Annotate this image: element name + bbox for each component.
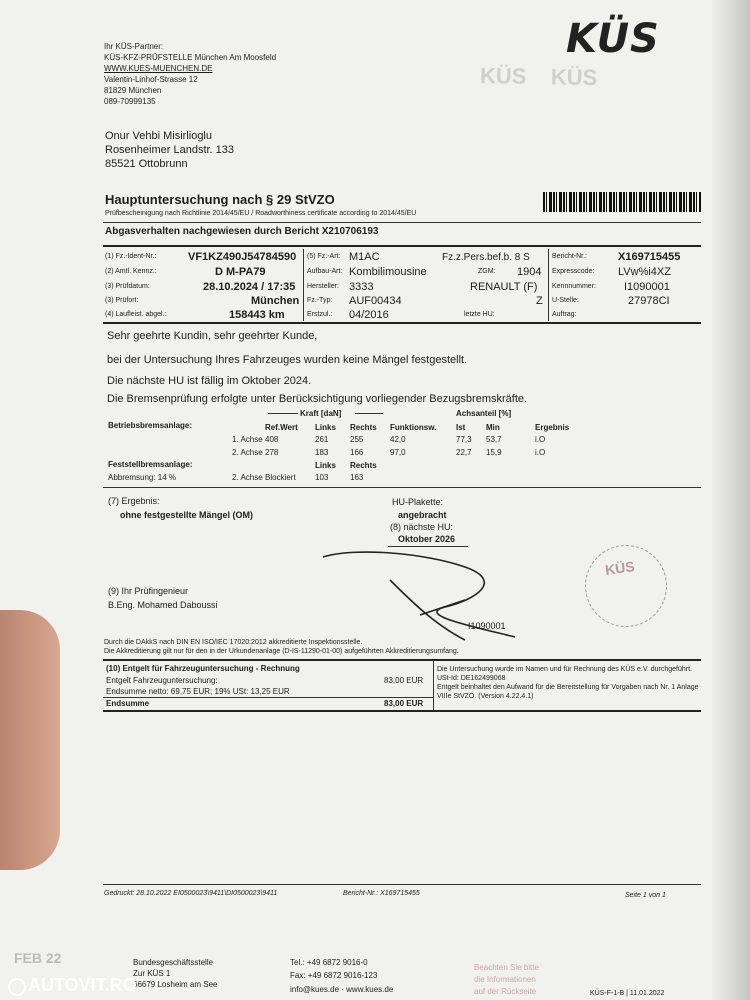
links-cell: 261: [315, 435, 329, 444]
field-label: letzte HU:: [464, 311, 495, 318]
divider: [103, 710, 701, 712]
ref-cell: 278: [265, 448, 279, 457]
next-hu-label: (8) nächste HU:: [390, 522, 454, 532]
col-ergebnis: Ergebnis: [535, 423, 570, 432]
field-label: (3) Prüfort:: [105, 297, 139, 304]
axle-label: 2. Achse: [232, 448, 263, 457]
divider: [103, 659, 701, 661]
date-value: 28.10.2024 / 17:35: [203, 281, 296, 293]
inspector-name: B.Eng. Mohamed Daboussi: [108, 600, 218, 610]
betrieb-heading: Betriebsbremsanlage:: [108, 421, 193, 430]
partner-city: 81829 München: [104, 86, 162, 95]
fest-col-rechts: Rechts: [350, 461, 377, 470]
inspector-id: I1090001: [468, 621, 506, 631]
result-cell: i.O: [535, 448, 546, 457]
z-value: Z: [536, 295, 543, 307]
abgas-line: Abgasverhalten nachgewiesen durch Bericht X210706193: [105, 226, 379, 237]
footer-office: 66679 Losheim am See: [133, 980, 218, 989]
grid-divider: [548, 249, 549, 321]
passenger-class: Fz.z.Pers.bef.b. 8 S: [442, 252, 530, 263]
paragraph-no-defects: bei der Untersuchung Ihres Fahrzeuges wurden keine Mängel festgestellt.: [107, 354, 468, 366]
plakette-value: angebracht: [398, 510, 447, 520]
vin-value: VF1KZ490J54784590: [188, 251, 297, 263]
invoice-amount: 83,00 EUR: [384, 676, 424, 685]
ist-cell: 77,3: [456, 435, 472, 444]
divider: [103, 487, 701, 488]
body-type-value: Kombilimousine: [349, 266, 427, 278]
invoice-total-label: Endsumme: [106, 699, 150, 708]
first-reg-value: 04/2016: [349, 309, 389, 321]
field-label: Expresscode:: [552, 268, 595, 275]
kraft-heading: Kraft [daN]: [300, 409, 342, 418]
invoice-note: VIIIe StVZO. (Version 4.22.4.1): [437, 693, 534, 700]
partner-phone: 089-70999135: [104, 97, 156, 106]
invoice-total-value: 83,00 EUR: [384, 699, 424, 708]
footer-report: Bericht-Nr.: X169715455: [343, 890, 420, 897]
col-rechts: Rechts: [350, 423, 377, 432]
divider: [103, 222, 701, 223]
result-cell: i.O: [535, 435, 546, 444]
kennnummer-value: I1090001: [624, 281, 670, 293]
signature-drawing: [315, 545, 535, 645]
manufacturer-value: 3333: [349, 281, 374, 293]
invoice-title: (10) Entgelt für Fahrzeuguntersuchung - Rechnung: [106, 664, 300, 673]
links-cell: 103: [315, 473, 329, 482]
hand-holding-page: [0, 610, 60, 870]
page-count: Seite 1 von 1: [625, 892, 666, 899]
grid-divider: [303, 249, 304, 321]
vehicle-type-value: M1AC: [349, 251, 380, 263]
fest-col-links: Links: [315, 461, 336, 470]
field-label: Auftrag:: [552, 311, 577, 318]
footer-tel: Tel.: +49 6872 9016-0: [290, 958, 368, 967]
watermark: AUTOVIT.RO: [28, 975, 137, 995]
greeting: Sehr geehrte Kundin, sehr geehrter Kunde,: [107, 330, 318, 342]
footer-note: Beachten Sie bitte: [474, 963, 539, 972]
partner-street: Valentin-Linhof-Strasse 12: [104, 75, 198, 84]
result-value: ohne festgestellte Mängel (OM): [120, 510, 254, 520]
field-label: Aufbau-Art:: [307, 268, 343, 275]
field-label: Fz.-Typ:: [307, 297, 333, 304]
divider: [103, 245, 701, 247]
col-ref: Ref.Wert: [265, 423, 298, 432]
form-number: KÜS-F-1-B | 11.01.2022: [590, 990, 665, 997]
divider: [103, 697, 433, 698]
axle-label: 1. Achse: [232, 435, 263, 444]
divider: [103, 884, 701, 885]
autovit-logo-icon: [8, 978, 26, 996]
printed-info: Gedruckt: 28.10.2022 EI0500023\9411\DI0500023\9411: [104, 890, 278, 897]
rechts-cell: 163: [350, 473, 364, 482]
document-title: Hauptuntersuchung nach § 29 StVZO: [105, 192, 335, 207]
plakette-label: HU-Plakette:: [392, 497, 444, 507]
fest-heading: Feststellbremsanlage:: [108, 460, 193, 469]
document-subtitle: Prüfbescheinigung nach Richtlinie 2014/45/EU / Roadworthiness certificate according to 2014/45/EU: [105, 210, 417, 217]
field-label: (1) Fz.-Ident-Nr.:: [105, 253, 157, 260]
footer-office: Bundesgeschäftsstelle: [133, 958, 214, 967]
field-label: (4) Laufleist. abgel.:: [105, 311, 167, 318]
official-stamp: [585, 545, 667, 627]
ustelle-value: 27978CI: [628, 295, 670, 307]
rechts-cell: 166: [350, 448, 364, 457]
kues-logo: KÜS: [566, 16, 660, 62]
invoice-line: Entgelt Fahrzeuguntersuchung:: [106, 676, 218, 685]
field-label: Kennnummer:: [552, 283, 596, 290]
col-min: Min: [486, 423, 500, 432]
min-cell: 15,9: [486, 448, 502, 457]
axle-label: 2. Achse: [232, 473, 263, 482]
model-type-value: AUF00434: [349, 295, 402, 307]
place-value: München: [251, 295, 300, 307]
mileage-value: 158443 km: [229, 309, 285, 321]
recipient-name: Onur Vehbi Misirlioglu: [105, 130, 212, 142]
field-label: Erstzul.:: [307, 311, 333, 318]
partner-name: KÜS-KFZ-PRÜFSTELLE München Am Moosfeld: [104, 53, 277, 62]
field-label: U-Stelle:: [552, 297, 579, 304]
invoice-note: Entgelt beinhaltet den Aufwand für die Bereitstellung für Vorgaben nach Nr. 1 Anlage: [437, 684, 699, 691]
footer-note: die Informationen: [474, 975, 536, 984]
field-label: Hersteller:: [307, 283, 339, 290]
accreditation-line1: Durch die DAkkS nach DIN EN ISO/IEC 17020:2012 akkreditierte Inspektionsstelle.: [104, 639, 363, 646]
field-label: ZGM:: [478, 268, 496, 275]
ghost-show-through: KÜS KÜS: [479, 62, 598, 91]
field-label: (5) Fz.-Art:: [307, 253, 341, 260]
make-value: RENAULT (F): [470, 281, 538, 293]
funk-cell: 97,0: [390, 448, 406, 457]
rechts-cell: 255: [350, 435, 364, 444]
stamp-text: KÜS: [604, 558, 636, 578]
ref-cell: 408: [265, 435, 279, 444]
col-ist: Ist: [456, 423, 466, 432]
kraft-rule: [355, 413, 383, 414]
feb-mark: FEB 22: [14, 950, 62, 966]
recipient-street: Rosenheimer Landstr. 133: [105, 144, 235, 156]
footer-note: auf der Rückseite: [474, 987, 537, 996]
links-cell: 183: [315, 448, 329, 457]
grid-divider: [433, 661, 434, 711]
plate-value: D M-PA79: [215, 266, 266, 278]
abbremsung: Abbremsung: 14 %: [108, 473, 177, 482]
report-number-value: X169715455: [618, 251, 681, 263]
invoice-net: Endsumme netto: 69,75 EUR; 19% USt: 13,25 EUR: [106, 687, 290, 696]
footer-mail: info@kues.de · www.kues.de: [290, 985, 394, 994]
col-funk: Funktionsw.: [390, 423, 437, 432]
min-cell: 53,7: [486, 435, 502, 444]
expresscode-value: LVw%i4XZ: [618, 266, 671, 278]
recipient-city: 85521 Ottobrunn: [105, 158, 188, 170]
invoice-note: USt-Id: DE162499068: [437, 675, 506, 682]
kraft-rule: [268, 413, 298, 414]
partner-heading: Ihr KÜS-Partner:: [104, 42, 164, 51]
paragraph-brakes: Die Bremsenprüfung erfolgte unter Berücksichtigung vorliegender Bezugsbremskräfte.: [107, 393, 528, 405]
paragraph-next-hu: Die nächste HU ist fällig im Oktober 2024.: [107, 375, 312, 387]
zgm-value: 1904: [517, 266, 542, 278]
footer-office: Zur KÜS 1: [133, 969, 171, 978]
next-hu-value: Oktober 2026: [398, 534, 456, 544]
funk-cell: 42,0: [390, 435, 406, 444]
result-label: (7) Ergebnis:: [108, 496, 160, 506]
partner-web: WWW.KUES-MUENCHEN.DE: [104, 64, 213, 73]
ist-cell: 22,7: [456, 448, 472, 457]
achsanteil-heading: Achsanteil [%]: [456, 409, 512, 418]
inspector-label: (9) Ihr Prüfingenieur: [108, 586, 189, 596]
accreditation-line2: Die Akkreditierung gilt nur für den in der Urkundenanlage (D-IS-11290-01-00) aufgeführten Akkreditierungsumfang.: [104, 648, 459, 655]
field-label: (3) Prüfdatum:: [105, 283, 150, 290]
barcode: [543, 192, 701, 212]
status-cell: Blockiert: [265, 473, 296, 482]
field-label: (2) Amtl. Kennz.:: [105, 268, 157, 275]
invoice-note: Die Untersuchung wurde im Namen und für Rechnung des KÜS e.V. durchgeführt.: [437, 666, 692, 673]
field-label: Bericht-Nr.:: [552, 253, 588, 260]
col-links: Links: [315, 423, 336, 432]
footer-fax: Fax: +49 6872 9016-123: [290, 971, 378, 980]
divider: [103, 322, 701, 324]
